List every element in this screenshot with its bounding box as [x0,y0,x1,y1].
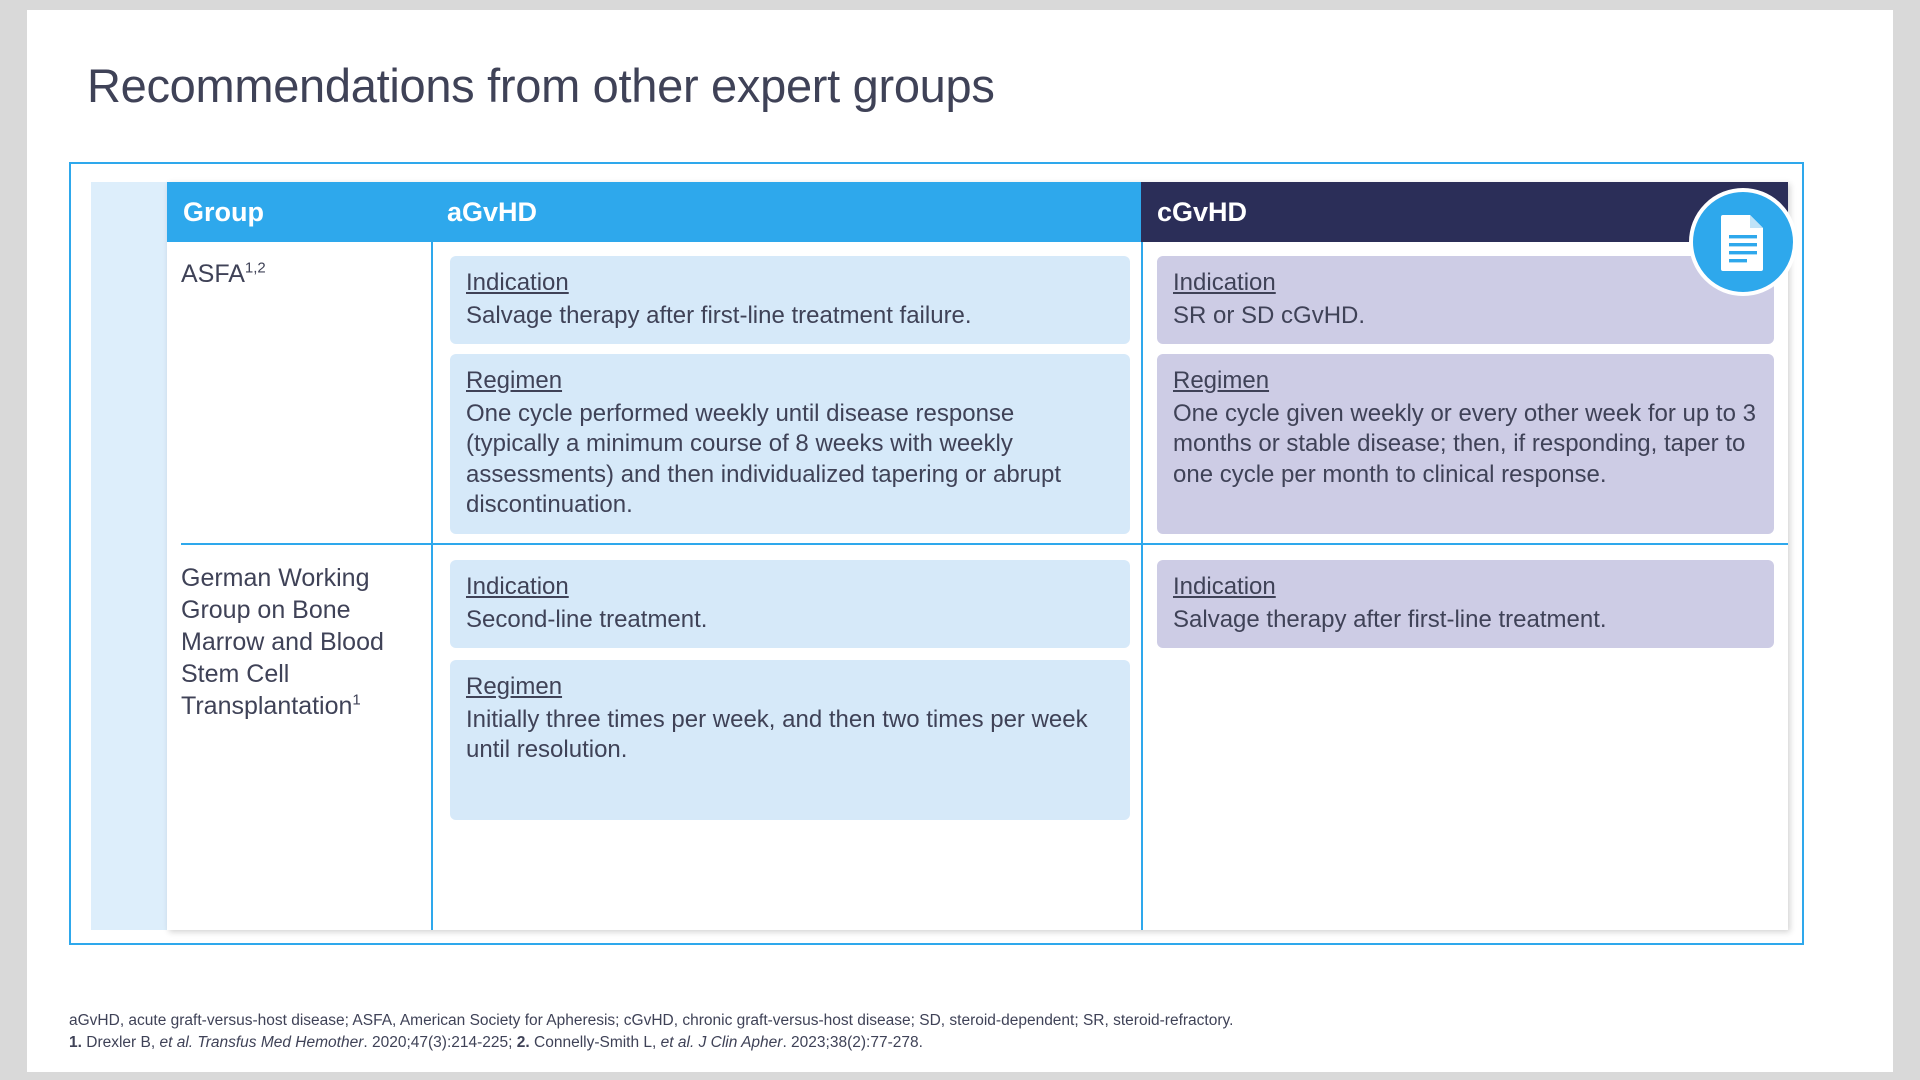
cell-title: Indication [466,269,569,296]
ref1-author: Drexler B, [86,1034,156,1051]
cell-text: SR or SD cGvHD. [1173,302,1366,330]
table-content [167,182,1788,930]
row-label-superscript: 1 [352,691,361,709]
page-title: Recommendations from other expert groups [87,59,995,112]
row-label-superscript: 1,2 [244,259,266,277]
ref2-number: 2. [516,1034,530,1051]
table-row-label-asfa [181,258,266,290]
footnote-references [69,1032,1829,1054]
ref1-citation: . 2020;47(3):214-225; [363,1034,513,1051]
slide [27,10,1893,1072]
recommendations-table [69,162,1804,945]
ref1-journal: Transfus Med Hemother [197,1034,364,1051]
cell-title: Indication [466,573,569,600]
cell-title: Indication [1173,573,1276,600]
cell-title: Regimen [466,367,563,394]
ref2-journal: J Clin Apher [698,1034,783,1051]
column-divider-1 [431,242,433,930]
cell-asfa-agvhd-indication [450,256,1130,344]
cell-title: Regimen [466,673,563,700]
cell-text: One cycle performed weekly until disease response (typically a minimum course of 8 weeks with weekly assessments) and then individualized tapering or abrupt discontinuation. [466,400,1062,518]
table-row-label-german-working-group [181,562,411,722]
footnotes [69,1010,1829,1054]
row-label-text: German Working Group on Bone Marrow and Blood Stem Cell Transplantation [181,564,384,720]
cell-asfa-cgvhd-regimen [1157,354,1774,534]
ref1-number: 1. [69,1034,82,1051]
cell-asfa-agvhd-regimen [450,354,1130,534]
cell-text: Second-line treatment. [466,606,708,634]
table-header-group: Group [167,182,431,242]
ref1-etal: et al. [159,1034,194,1051]
table-header-agvhd: aGvHD [431,182,1141,242]
cell-text: One cycle given weekly or every other week for up to 3 months or stable disease; then, if responding, taper to one cycle per month to clinical response. [1173,400,1756,488]
cell-title: Indication [1173,269,1276,296]
ref2-author: Connelly-Smith L, [534,1034,657,1051]
row-divider [181,543,1788,545]
cell-german-agvhd-regimen [450,660,1130,820]
column-divider-2 [1141,242,1143,930]
cell-german-cgvhd-indication [1157,560,1774,648]
row-label-text: ASFA [181,260,245,288]
ref2-etal: et al. [660,1034,695,1051]
footnote-abbreviations: aGvHD, acute graft-versus-host disease; ASFA, American Society for Apheresis; cGvHD, chronic graft-versus-host disease; SD, steroid-dependent; SR, steroid-refractory. [69,1012,1234,1029]
cell-text: Salvage therapy after first-line treatment failure. [466,302,972,330]
cell-asfa-cgvhd-indication [1157,256,1774,344]
document-icon [1689,188,1797,296]
cell-text: Initially three times per week, and then two times per week until resolution. [466,706,1088,764]
cell-title: Regimen [1173,367,1270,394]
cell-german-agvhd-indication [450,560,1130,648]
cell-text: Salvage therapy after first-line treatment. [1173,606,1607,634]
ref2-citation: . 2023;38(2):77-278. [782,1034,923,1051]
table-header-cgvhd: cGvHD [1141,182,1788,242]
